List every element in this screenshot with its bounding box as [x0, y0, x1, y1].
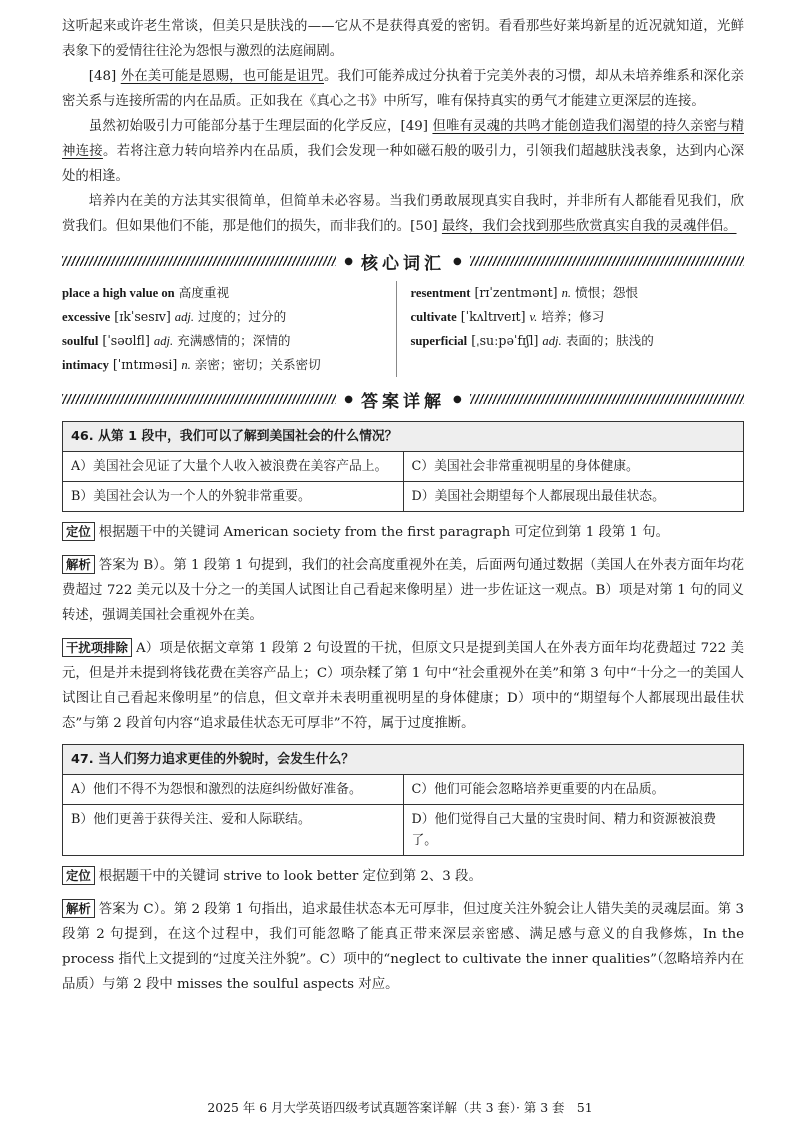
question-marker-48: [48] [88, 69, 117, 84]
vocab-column-right [396, 281, 745, 377]
vocab-section-title: 核心词汇 [361, 253, 445, 274]
bullet-icon: ● [453, 255, 462, 267]
hatch-divider-left [62, 394, 336, 404]
passage-paragraph-2 [62, 64, 744, 114]
option-46-a: A）美国社会见证了大量个人收入被浪费在美容产品上。 [63, 452, 404, 482]
vocab-section-header [62, 247, 744, 275]
question-46-stem: 46. 从第 1 段中，我们可以了解到美国社会的什么情况？ [63, 422, 744, 452]
locate-tag: 定位 [62, 522, 95, 541]
answer-section-title: 答案详解 [361, 391, 445, 412]
vocab-entry: superficial [ˌsuːpəˈfɪʃl] adj. 表面的；肤浅的 [410, 333, 654, 348]
option-46-c: C）美国社会非常重视明星的身体健康。 [403, 452, 744, 482]
vocab-list [62, 281, 744, 377]
bullet-icon: ● [344, 393, 353, 405]
passage-paragraph-1: 这听起来或许老生常谈，但美只是肤浅的——它从不是获得真爱的密钥。看看那些好莱坞新星的近况就知道，光鲜表象下的爱情往往沦为怨恨与激烈的法庭闹剧。 [62, 19, 744, 59]
hatch-divider-right [470, 256, 744, 266]
option-47-b: B）他们更善于获得关注、爱和人际联结。 [63, 805, 404, 856]
analysis-tag: 解析 [62, 899, 95, 918]
question-47-table [62, 744, 744, 856]
underlined-sentence-50: 最终，我们会找到那些欣赏真实自我的灵魂伴侣。 [441, 219, 737, 234]
locate-46: 定位 根据题干中的关键词 American society from the first paragraph 可定位到第 1 段第 1 句。 [62, 520, 744, 545]
vocab-column-left [62, 281, 396, 377]
analysis-47: 解析 答案为 C）。第 2 段第 1 句指出，追求最佳状态本无可厚非，但过度关注外貌会让人错失美的灵魂层面。第 3 段第 2 句提到，在这个过程中，我们可能忽略了能真正带来深层亲密感、满足感与意义的自我修炼，In the process 指代上文提到的“过度关注外貌”。C）项中的“neglect to cultivate the inner qualities”（忽略培养内在品质）与第 2 段中 misses the soulful aspects 对应。 [62, 901, 745, 992]
bullet-icon: ● [453, 393, 462, 405]
option-46-b: B）美国社会认为一个人的外貌非常重要。 [63, 482, 404, 512]
question-47-stem: 47. 当人们努力追求更佳的外貌时，会发生什么？ [63, 745, 744, 775]
page-content [62, 14, 744, 997]
bullet-icon: ● [344, 255, 353, 267]
passage-paragraph-4 [62, 189, 744, 239]
question-marker-49: [49] [400, 119, 429, 134]
paragraph-2-rest: 。我们可能养成过分执着于完美外表的习惯，却从未培养维系和深化亲密关系与连接所需的内在品质。正如我在《真心之书》中所写，唯有保持真实的勇气才能建立更深层的连接。 [62, 69, 744, 109]
underlined-sentence-48: 外在美可能是恩赐，也可能是诅咒 [120, 69, 325, 84]
hatch-divider-right [470, 394, 744, 404]
answer-section-header [62, 385, 744, 413]
vocab-entry: soulful [ˈsəʊlfl] adj. 充满感情的；深情的 [62, 333, 291, 348]
question-marker-50: [50] [410, 219, 438, 234]
option-47-d: D）他们觉得自己大量的宝贵时间、精力和资源被浪费了。 [403, 805, 744, 856]
distractor-tag: 干扰项排除 [62, 638, 132, 657]
vocab-entry: intimacy [ˈɪntɪməsi] n. 亲密；密切；关系密切 [62, 357, 321, 372]
analysis-tag: 解析 [62, 555, 95, 574]
vocab-entry: excessive [ɪkˈsesɪv] adj. 过度的；过分的 [62, 309, 287, 324]
vocab-entry: place a high value on 高度重视 [62, 285, 230, 300]
question-46-table [62, 421, 744, 512]
vocab-entry: resentment [rɪˈzentmənt] n. 愤恨；怨恨 [410, 285, 639, 300]
page-footer: 2025 年 6 月大学英语四级考试真题答案详解（共 3 套）· 第 3 套 51 [207, 1100, 593, 1115]
paragraph-3-start: 虽然初始吸引力可能部分基于生理层面的化学反应， [88, 119, 401, 134]
distractor-46: 干扰项排除 A）项是依据文章第 1 段第 2 句设置的干扰，但原文只是提到美国人在外表方面年均花费超过 722 美元，但是并未提到将钱花费在美容产品上；C）项杂糅了第 1 句中“社会重视外在美”和第 3 句中“十分之一的美国人试图让自己看起来像明星”的信息，但文章并未表明重视明星的身体健康；D）项中的“期望每个人都展现出最佳状态”与第 2 段首句内容“追求最佳状态无可厚非”不符，属于过度推断。 [62, 640, 744, 731]
vocab-entry: cultivate [ˈkʌltɪveɪt] v. 培养；修习 [410, 309, 605, 324]
option-46-d: D）美国社会期望每个人都展现出最佳状态。 [403, 482, 744, 512]
locate-tag: 定位 [62, 866, 95, 885]
option-47-a: A）他们不得不为怨恨和激烈的法庭纠纷做好准备。 [63, 775, 404, 805]
paragraph-3-rest: 。若将注意力转向培养内在品质，我们会发现一种如磁石般的吸引力，引领我们超越肤浅表象，达到内心深处的相逢。 [62, 144, 744, 184]
underlined-sentence-49: 但唯有灵魂的共鸣才能创造我们渴望的持久亲密与精神连接 [62, 119, 744, 159]
passage-paragraph-3 [62, 114, 744, 189]
hatch-divider-left [62, 256, 336, 266]
locate-47: 定位 根据题干中的关键词 strive to look better 定位到第 2、3 段。 [62, 864, 744, 889]
paragraph-4-start: 培养内在美的方法其实很简单，但简单未必容易。当我们勇敢展现真实自我时，并非所有人都能看见我们，欣赏我们。但如果他们不能，那是他们的损失，而非我们的。 [62, 194, 744, 234]
option-47-c: C）他们可能会忽略培养更重要的内在品质。 [403, 775, 744, 805]
analysis-46: 解析 答案为 B）。第 1 段第 1 句提到，我们的社会高度重视外在美，后面两句通过数据（美国人在外表方面年均花费超过 722 美元以及十分之一的美国人试图让自己看起来像明星）进一步佐证这一观点。B）项是对第 1 句的同义转述，强调美国社会重视外在美。 [62, 557, 744, 623]
